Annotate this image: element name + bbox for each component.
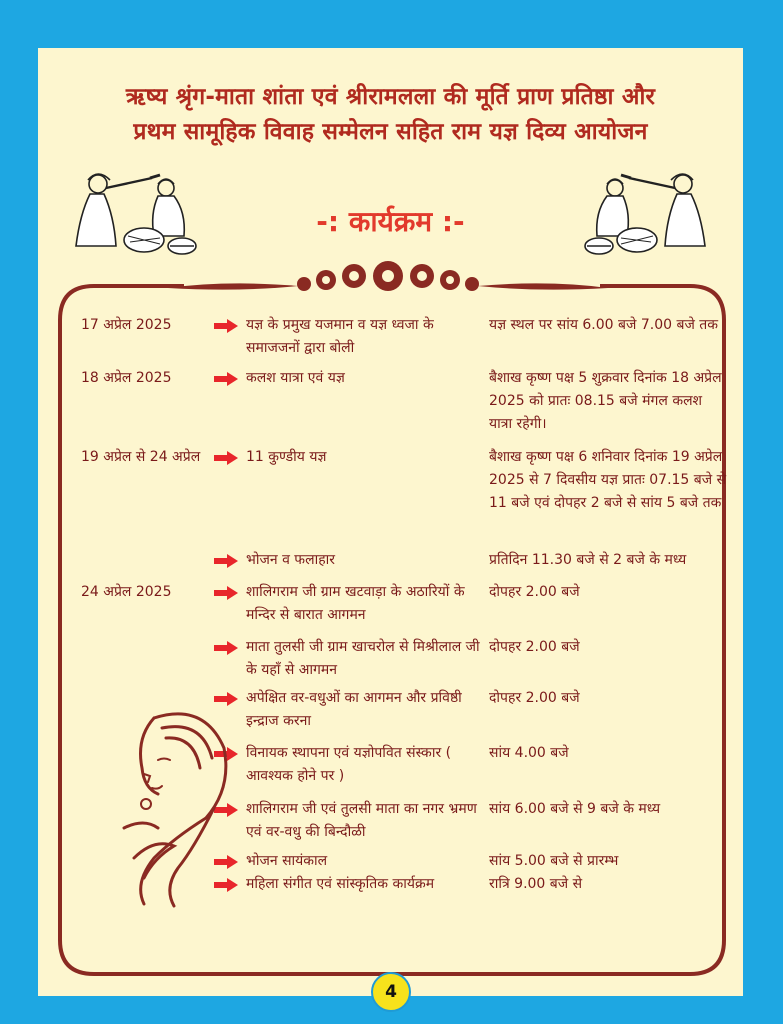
schedule-event: भोजन व फलाहार — [246, 552, 336, 568]
program-heading: -: कार्यक्रम :- — [316, 205, 465, 238]
schedule-time: बैशाख कृष्ण पक्ष 5 शुक्रवार दिनांक 18 अप्रेल 2025 को प्रातः 08.15 बजे मंगल कलश यात्रा रहेगी। — [489, 370, 722, 432]
right-arrow-icon — [214, 641, 238, 655]
title-line-2: प्रथम सामूहिक विवाह सम्मेलन सहित राम यज्ञ दिव्य आयोजन — [133, 119, 648, 145]
schedule-time: रात्रि 9.00 बजे से — [489, 876, 583, 892]
right-arrow-icon — [214, 586, 238, 600]
schedule-event: 11 कुण्डीय यज्ञ — [246, 449, 327, 465]
schedule-time: यज्ञ स्थल पर सांय 6.00 बजे 7.00 बजे तक — [489, 317, 719, 333]
schedule-date: 24 अप्रेल 2025 — [81, 584, 172, 600]
schedule-time: सांय 5.00 बजे से प्रारम्भ — [489, 853, 619, 869]
schedule-event: विनायक स्थापना एवं यज्ञोपवित संस्कार ( आवश्यक होने पर ) — [246, 745, 452, 784]
right-arrow-icon — [214, 451, 238, 465]
schedule-date: 18 अप्रेल 2025 — [81, 370, 172, 386]
right-arrow-icon — [214, 319, 238, 333]
title-line-1: ऋष्य श्रृंग-माता शांता एवं श्रीरामलला की मूर्ति प्राण प्रतिष्ठा और — [125, 84, 656, 110]
schedule-event: यज्ञ के प्रमुख यजमान व यज्ञ ध्वजा के समाजजनों द्वारा बोली — [246, 317, 434, 356]
schedule-event: अपेक्षित वर-वधुओं का आगमन और प्रविष्ठी इन्द्राज करना — [246, 690, 462, 729]
schedule-date: 19 अप्रेल से 24 अप्रेल — [81, 449, 201, 465]
schedule-event: माता तुलसी जी ग्राम खाचरोल से मिश्रीलाल जी के यहाँ से आगमन — [246, 639, 480, 678]
schedule-time: सांय 6.00 बजे से 9 बजे के मध्य — [489, 801, 661, 817]
schedule-event: महिला संगीत एवं सांस्कृतिक कार्यक्रम — [246, 876, 435, 892]
schedule-time: दोपहर 2.00 बजे — [489, 639, 580, 655]
schedule-date: 17 अप्रेल 2025 — [81, 317, 172, 333]
page-number-badge: 4 — [371, 972, 411, 1012]
schedule-time: बैशाख कृष्ण पक्ष 6 शनिवार दिनांक 19 अप्रेल 2025 से 7 दिवसीय यज्ञ प्रातः 07.15 बजे से 11 बजे एवं दोपहर 2 बजे से सांय 5 बजे तक — [489, 449, 727, 511]
schedule-time: दोपहर 2.00 बजे — [489, 690, 580, 706]
schedule-event: भोजन सायंकाल — [246, 853, 328, 869]
schedule-time: प्रतिदिन 11.30 बजे से 2 बजे के मध्य — [489, 552, 687, 568]
schedule-event: शालिगराम जी ग्राम खटवाड़ा के अठारियों के मन्दिर से बारात आगमन — [246, 584, 465, 623]
right-arrow-icon — [214, 372, 238, 386]
bride-sketch-illustration — [114, 708, 234, 908]
schedule-time: दोपहर 2.00 बजे — [489, 584, 580, 600]
schedule-event: शालिगराम जी एवं तुलसी माता का नगर भ्रमण एवं वर-वधु की बिन्दौळी — [246, 801, 477, 840]
invitation-page — [38, 48, 743, 1002]
page-title — [38, 80, 743, 150]
schedule-event: कलश यात्रा एवं यज्ञ — [246, 370, 345, 386]
schedule-time: सांय 4.00 बजे — [489, 745, 569, 761]
right-arrow-icon — [214, 554, 238, 568]
right-arrow-icon — [214, 692, 238, 706]
